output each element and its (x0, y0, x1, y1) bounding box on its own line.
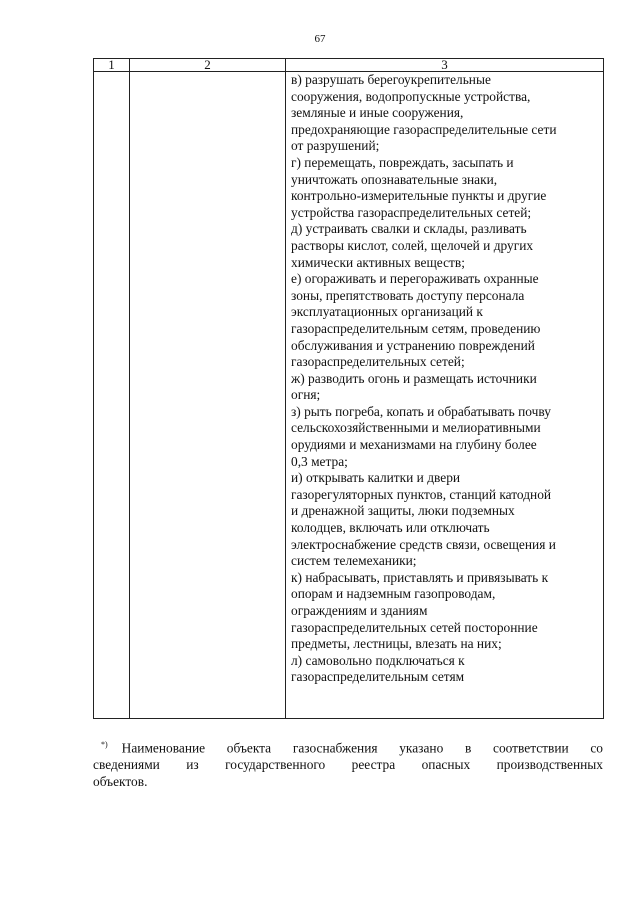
text-line: систем телемеханики; (291, 553, 417, 569)
table-cell-col2 (130, 72, 286, 719)
footnote-marker: *) (101, 740, 108, 749)
text-line: газорегуляторных пунктов, станций катодной (291, 486, 552, 502)
prohibitions-table (93, 58, 604, 719)
text-line: и) открывать калитки и двери (291, 470, 461, 486)
text-line: сооружения, водопропускные устройства, (291, 88, 531, 104)
text-line: от разрушений; (291, 138, 380, 154)
text-line: к) набрасывать, приставлять и привязывать к (291, 569, 549, 585)
text-line: опорам и надземным газопроводам, (291, 586, 496, 602)
footnote-line-1 (93, 736, 603, 756)
text-line: предметы, лестницы, влезать на них; (291, 636, 502, 652)
text-line: растворы кислот, солей, щелочей и других (291, 237, 534, 253)
footnote-text-1: Наименование объекта газоснабжения указано в соответствии со (121, 740, 603, 756)
text-line: з) рыть погреба, копать и обрабатывать почву (291, 403, 551, 419)
page-number: 67 (314, 33, 326, 45)
text-line: контрольно-измерительные пункты и другие (291, 188, 547, 204)
column-header-3: 3 (286, 59, 604, 72)
text-line: ограждениям и зданиям (291, 603, 428, 618)
footnote (93, 736, 603, 790)
text-line: газораспределительных сетей; (291, 354, 465, 370)
footnote-line-2: сведениями из государственного реестра опасных производственных (93, 757, 603, 773)
text-line: и дренажной защиты, люки подземных (291, 503, 515, 519)
text-line: огня; (291, 387, 321, 403)
footnote-line-3: объектов. (93, 774, 148, 790)
text-line: сельскохозяйственными и мелиоративными (291, 420, 541, 436)
text-line: д) устраивать свалки и склады, разливать (291, 221, 527, 237)
text-line: уничтожать опознавательные знаки, (291, 171, 498, 187)
table-header-row (94, 59, 604, 72)
table-cell-col1 (94, 72, 130, 719)
text-line: г) перемещать, повреждать, засыпать и (291, 154, 514, 170)
text-line: обслуживания и устранению повреждений (291, 337, 535, 353)
text-line: земляные и иные сооружения, (291, 105, 464, 121)
text-line: колодцев, включать или отключать (291, 520, 490, 536)
text-line: эксплуатационных организаций к (291, 304, 483, 320)
text-line: е) огораживать и перегораживать охранные (291, 271, 539, 287)
text-line: орудиями и механизмами на глубину более (291, 437, 537, 453)
text-line: газораспределительным сетям, проведению (291, 320, 541, 336)
text-line: 0,3 метра; (291, 453, 348, 469)
text-line: химически активных веществ; (291, 254, 465, 270)
column-header-1: 1 (94, 59, 130, 72)
text-line: предохраняющие газораспределительные сети (291, 121, 557, 137)
text-line: в) разрушать берегоукрепительные (291, 72, 491, 87)
text-line: ж) разводить огонь и размещать источники (291, 370, 537, 386)
text-line: электроснабжение средств связи, освещения и (291, 536, 556, 552)
column-header-2: 2 (130, 59, 286, 72)
table-row (94, 72, 604, 719)
table-cell-col3 (286, 72, 604, 719)
text-line: л) самовольно подключаться к (291, 652, 465, 668)
text-line: зоны, препятствовать доступу персонала (291, 287, 525, 303)
text-line: устройства газораспределительных сетей; (291, 204, 532, 220)
text-line: газораспределительных сетей посторонние (291, 619, 538, 635)
text-line: газораспределительным сетям (291, 669, 465, 685)
